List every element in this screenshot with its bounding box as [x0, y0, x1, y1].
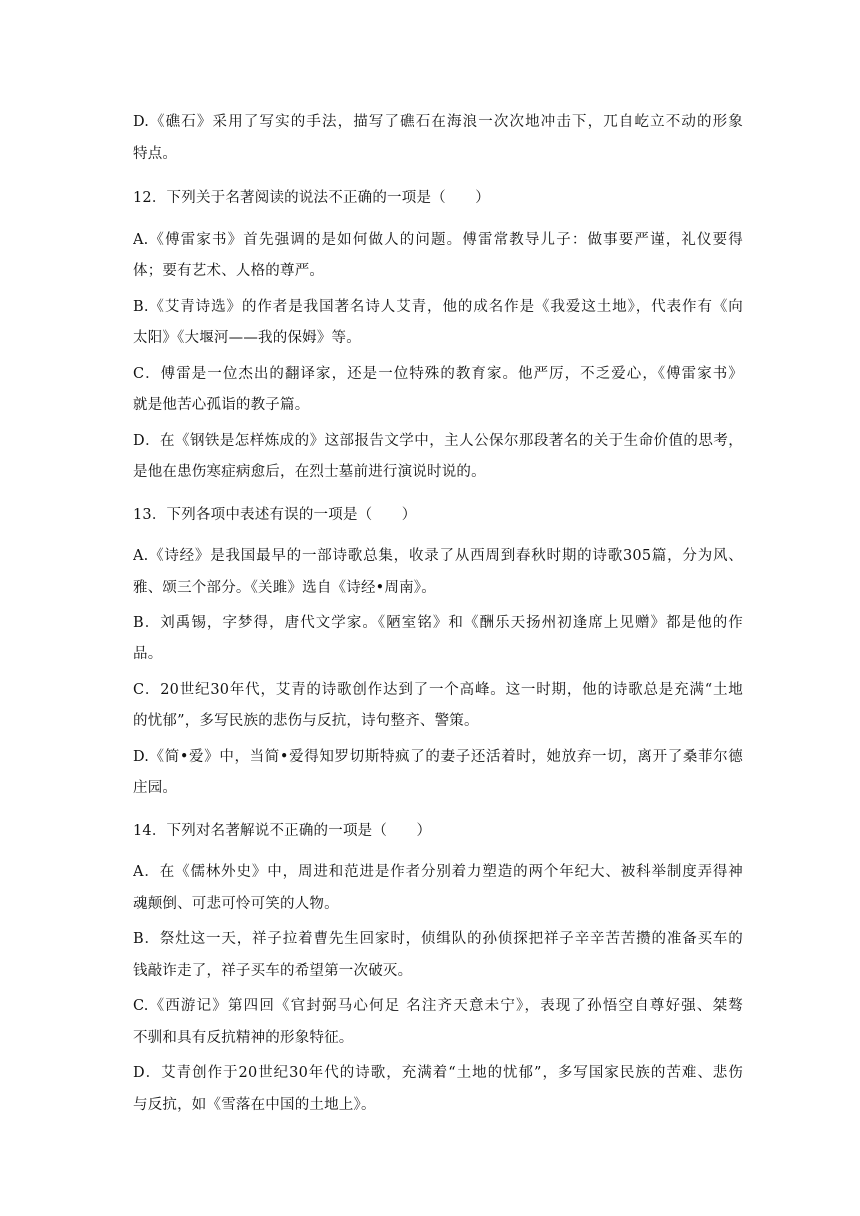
option-14b-line-1: B．祭灶这一天，祥子拉着曹先生回家时，侦缉队的孙侦探把祥子辛辛苦苦攒的准备买车的 — [133, 931, 743, 947]
option-13c-line-2: 的忧郁”，多写民族的悲伤与反抗，诗句整齐、警策。 — [133, 713, 479, 729]
option-12a-line-2: 体；要有艺术、人格的尊严。 — [133, 263, 325, 279]
option-13d-line-1: D.《简•爱》中，当简•爱得知罗切斯特疯了的妻子还活着时，她放弃一切，离开了桑菲尔德 — [133, 749, 743, 765]
option-12a-line-1: A.《傅雷家书》首先强调的是如何做人的问题。傅雷常教导儿子：做事要严谨，礼仪要得 — [133, 232, 743, 248]
option-13d-line-2: 庄园。 — [133, 780, 178, 796]
option-13b-line-1: B．刘禹锡，字梦得，唐代文学家。《陋室铭》和《酬乐天扬州初逢席上见赠》都是他的作 — [133, 615, 743, 631]
option-13b-line-2: 品。 — [133, 646, 163, 662]
option-12b-line-2: 太阳》《大堰河——我的保姆》等。 — [133, 330, 361, 346]
option-12c-line-1: C．傅雷是一位杰出的翻译家，还是一位特殊的教育家。他严厉，不乏爱心，《傅雷家书》 — [133, 366, 743, 382]
option-13a-line-1: A.《诗经》是我国最早的一部诗歌总集，收录了从西周到春秋时期的诗歌305篇，分为风、 — [133, 548, 743, 564]
question-14-stem: 14．下列对名著解说不正确的一项是（ ） — [133, 823, 432, 839]
option-14d-line-1: D．艾青创作于20世纪30年代的诗歌，充满着“土地的忧郁”，多写国家民族的苦难、悲伤 — [133, 1065, 743, 1081]
option-12d-line-1: D．在《钢铁是怎样炼成的》这部报告文学中，主人公保尔那段著名的关于生命价值的思考， — [133, 433, 743, 449]
option-13a-line-2: 雅、颂三个部分。《关雎》选自《诗经•周南》。 — [133, 580, 436, 596]
option-14a-line-2: 魂颠倒、可悲可怜可笑的人物。 — [133, 896, 339, 912]
option-12d-line-2: 是他在患伤寒症病愈后，在烈士墓前进行演说时说的。 — [133, 464, 486, 480]
option-14a-line-1: A．在《儒林外史》中，周进和范进是作者分别着力塑造的两个年纪大、被科举制度弄得神 — [133, 864, 743, 880]
option-12c-line-2: 就是他苦心孤诣的教子篇。 — [133, 397, 310, 413]
option-14c-line-2: 不驯和具有反抗精神的形象特征。 — [133, 1030, 354, 1046]
option-14d-line-2: 与反抗，如《雪落在中国的土地上》。 — [133, 1097, 376, 1113]
question-12-stem: 12．下列关于名著阅读的说法不正确的一项是（ ） — [133, 190, 490, 206]
option-11d-line-2: 特点。 — [133, 146, 178, 162]
option-11d-line-1: D.《礁石》采用了写实的手法，描写了礁石在海浪一次次地冲击下，兀自屹立不动的形象 — [133, 114, 743, 130]
question-13-stem: 13．下列各项中表述有误的一项是（ ） — [133, 507, 417, 523]
option-14b-line-2: 钱敲诈走了，祥子买车的希望第一次破灭。 — [133, 963, 413, 979]
option-13c-line-1: C．20世纪30年代，艾青的诗歌创作达到了一个高峰。这一时期，他的诗歌总是充满“土地 — [133, 682, 743, 698]
option-14c-line-1: C.《西游记》第四回《官封弼马心何足 名注齐天意未宁》，表现了孙悟空自尊好强、桀骜 — [133, 998, 743, 1014]
option-12b-line-1: B.《艾青诗选》的作者是我国著名诗人艾青，他的成名作是《我爱这土地》，代表作有《向 — [133, 299, 743, 315]
